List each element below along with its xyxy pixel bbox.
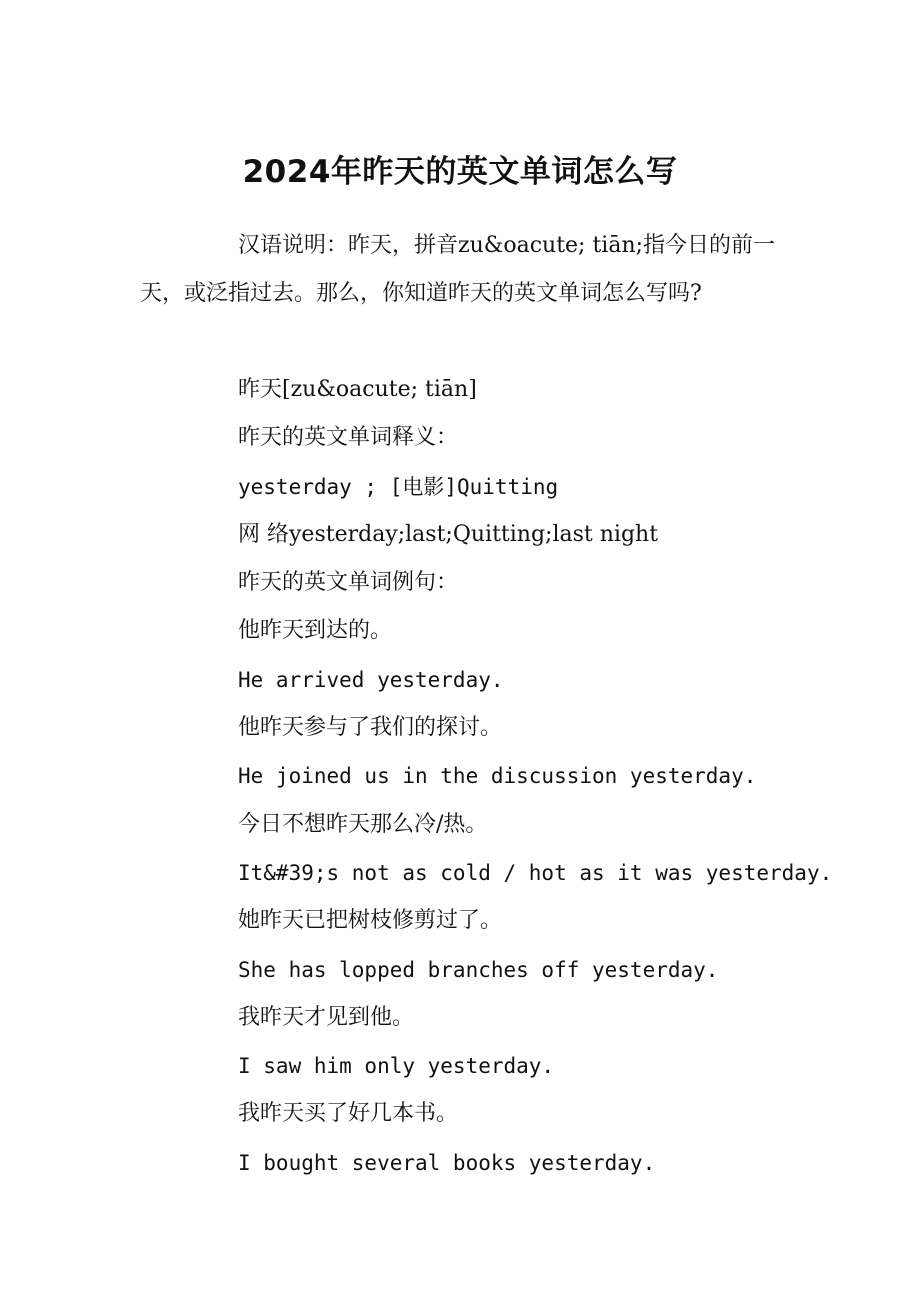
- chinese-line: 我昨天买了好几本书。: [238, 1101, 459, 1127]
- english-line: It&#39;s not as cold / hot as it was yesterday.: [238, 860, 833, 885]
- chinese-line: 今日不想昨天那么冷/热。: [238, 811, 488, 837]
- english-line: He joined us in the discussion yesterday.: [238, 764, 757, 789]
- english-line: I bought several books yesterday.: [238, 1150, 656, 1175]
- content-lines: [238, 366, 833, 1187]
- document-title: 2024年昨天的英文单词怎么写: [242, 154, 678, 190]
- chinese-line: 他昨天参与了我们的探讨。: [238, 715, 503, 741]
- english-line: She has lopped branches off yesterday.: [238, 957, 719, 982]
- chinese-line: 昨天[zu&oacute; tiān]: [238, 377, 477, 402]
- english-line: yesterday ; [电影]Quitting: [238, 474, 559, 499]
- chinese-line: 昨天的英文单词释义：: [238, 425, 459, 451]
- english-line: I saw him only yesterday.: [238, 1054, 555, 1079]
- english-line: He arrived yesterday.: [238, 667, 504, 692]
- chinese-line: 网 络yesterday;last;Quitting;last night: [238, 521, 659, 547]
- chinese-line: 我昨天才见到他。: [238, 1004, 415, 1030]
- chinese-line: 他昨天到达的。: [238, 618, 393, 644]
- intro-paragraph: 汉语说明：昨天，拼音zu&oacute; tiān;指今日的前一天，或泛指过去。那么，你知道昨天的英文单词怎么写吗?: [140, 233, 776, 306]
- chinese-line: 昨天的英文单词例句：: [238, 570, 459, 596]
- chinese-line: 她昨天已把树枝修剪过了。: [238, 908, 503, 934]
